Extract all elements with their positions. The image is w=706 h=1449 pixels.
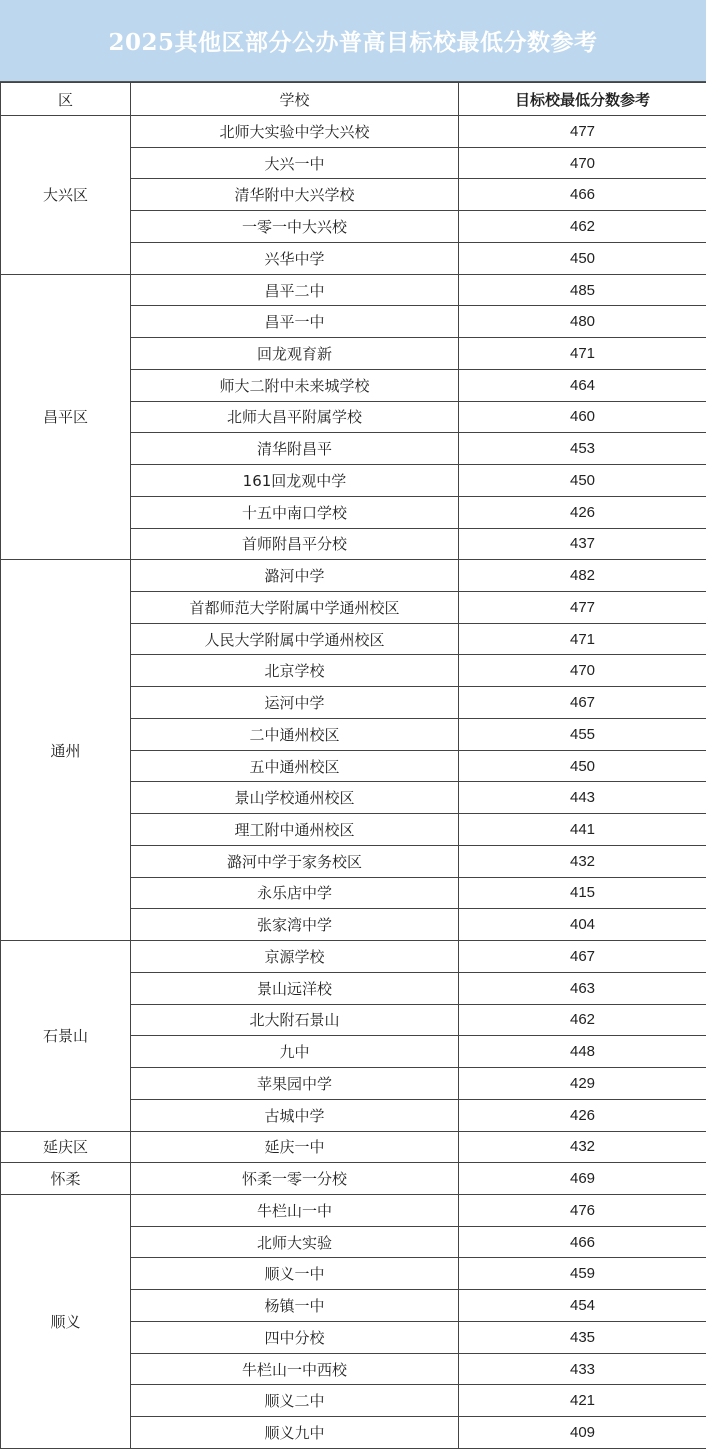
score-cell: 485 xyxy=(459,274,706,306)
district-cell: 通州 xyxy=(1,560,131,941)
school-cell: 牛栏山一中 xyxy=(131,1194,459,1226)
school-cell: 潞河中学于家务校区 xyxy=(131,845,459,877)
school-cell: 首师附昌平分校 xyxy=(131,528,459,560)
score-cell: 466 xyxy=(459,1226,706,1258)
score-cell: 448 xyxy=(459,1036,706,1068)
school-cell: 北京学校 xyxy=(131,655,459,687)
score-cell: 480 xyxy=(459,306,706,338)
score-cell: 462 xyxy=(459,1004,706,1036)
school-column-header: 学校 xyxy=(131,83,459,116)
score-cell: 482 xyxy=(459,560,706,592)
score-cell: 460 xyxy=(459,401,706,433)
school-cell: 161回龙观中学 xyxy=(131,465,459,497)
school-cell: 大兴一中 xyxy=(131,147,459,179)
school-cell: 北大附石景山 xyxy=(131,1004,459,1036)
score-cell: 470 xyxy=(459,655,706,687)
score-cell: 433 xyxy=(459,1353,706,1385)
district-cell: 昌平区 xyxy=(1,274,131,560)
school-cell: 昌平二中 xyxy=(131,274,459,306)
score-cell: 453 xyxy=(459,433,706,465)
score-cell: 426 xyxy=(459,1099,706,1131)
district-cell: 怀柔 xyxy=(1,1163,131,1195)
school-cell: 苹果园中学 xyxy=(131,1068,459,1100)
score-cell: 477 xyxy=(459,116,706,148)
school-cell: 四中分校 xyxy=(131,1321,459,1353)
school-cell: 永乐店中学 xyxy=(131,877,459,909)
table-row xyxy=(1,116,706,148)
score-column-header: 目标校最低分数参考 xyxy=(459,83,706,116)
table-row xyxy=(1,1194,706,1226)
table-row xyxy=(1,274,706,306)
score-cell: 476 xyxy=(459,1194,706,1226)
school-cell: 十五中南口学校 xyxy=(131,496,459,528)
score-cell: 450 xyxy=(459,465,706,497)
district-cell: 石景山 xyxy=(1,941,131,1131)
school-cell: 清华附中大兴学校 xyxy=(131,179,459,211)
score-cell: 454 xyxy=(459,1290,706,1322)
school-cell: 人民大学附属中学通州校区 xyxy=(131,623,459,655)
school-cell: 牛栏山一中西校 xyxy=(131,1353,459,1385)
score-table xyxy=(0,82,706,1449)
score-cell: 462 xyxy=(459,211,706,243)
table-row xyxy=(1,1131,706,1163)
score-cell: 450 xyxy=(459,242,706,274)
score-cell: 450 xyxy=(459,750,706,782)
score-cell: 471 xyxy=(459,623,706,655)
score-cell: 470 xyxy=(459,147,706,179)
school-cell: 古城中学 xyxy=(131,1099,459,1131)
score-cell: 463 xyxy=(459,972,706,1004)
school-cell: 北师大实验中学大兴校 xyxy=(131,116,459,148)
school-cell: 回龙观育新 xyxy=(131,338,459,370)
score-cell: 471 xyxy=(459,338,706,370)
school-cell: 昌平一中 xyxy=(131,306,459,338)
score-cell: 464 xyxy=(459,369,706,401)
score-cell: 432 xyxy=(459,1131,706,1163)
school-cell: 延庆一中 xyxy=(131,1131,459,1163)
school-cell: 二中通州校区 xyxy=(131,718,459,750)
school-cell: 顺义二中 xyxy=(131,1385,459,1417)
district-cell: 延庆区 xyxy=(1,1131,131,1163)
score-cell: 409 xyxy=(459,1417,706,1449)
score-cell: 477 xyxy=(459,592,706,624)
school-cell: 理工附中通州校区 xyxy=(131,814,459,846)
score-cell: 435 xyxy=(459,1321,706,1353)
table-body xyxy=(1,116,706,1449)
score-cell: 459 xyxy=(459,1258,706,1290)
score-cell: 469 xyxy=(459,1163,706,1195)
header-row xyxy=(1,83,706,116)
score-cell: 467 xyxy=(459,687,706,719)
school-cell: 运河中学 xyxy=(131,687,459,719)
school-cell: 五中通州校区 xyxy=(131,750,459,782)
district-cell: 顺义 xyxy=(1,1194,131,1448)
score-cell: 443 xyxy=(459,782,706,814)
score-cell: 421 xyxy=(459,1385,706,1417)
table-row xyxy=(1,941,706,973)
school-cell: 北师大昌平附属学校 xyxy=(131,401,459,433)
score-cell: 467 xyxy=(459,941,706,973)
school-cell: 北师大实验 xyxy=(131,1226,459,1258)
school-cell: 九中 xyxy=(131,1036,459,1068)
score-cell: 437 xyxy=(459,528,706,560)
district-cell: 大兴区 xyxy=(1,116,131,275)
score-cell: 466 xyxy=(459,179,706,211)
school-cell: 兴华中学 xyxy=(131,242,459,274)
table-row xyxy=(1,1163,706,1195)
page-title: 2025其他区部分公办普高目标校最低分数参考 xyxy=(0,0,706,82)
score-cell: 415 xyxy=(459,877,706,909)
district-column-header: 区 xyxy=(1,83,131,116)
table-row xyxy=(1,560,706,592)
school-cell: 顺义九中 xyxy=(131,1417,459,1449)
score-cell: 429 xyxy=(459,1068,706,1100)
school-cell: 首都师范大学附属中学通州校区 xyxy=(131,592,459,624)
score-cell: 404 xyxy=(459,909,706,941)
school-cell: 景山学校通州校区 xyxy=(131,782,459,814)
school-cell: 清华附昌平 xyxy=(131,433,459,465)
score-cell: 426 xyxy=(459,496,706,528)
school-cell: 杨镇一中 xyxy=(131,1290,459,1322)
school-cell: 一零一中大兴校 xyxy=(131,211,459,243)
school-cell: 师大二附中未来城学校 xyxy=(131,369,459,401)
score-cell: 441 xyxy=(459,814,706,846)
school-cell: 顺义一中 xyxy=(131,1258,459,1290)
school-cell: 京源学校 xyxy=(131,941,459,973)
score-cell: 432 xyxy=(459,845,706,877)
school-cell: 张家湾中学 xyxy=(131,909,459,941)
school-cell: 景山远洋校 xyxy=(131,972,459,1004)
school-cell: 怀柔一零一分校 xyxy=(131,1163,459,1195)
school-cell: 潞河中学 xyxy=(131,560,459,592)
score-cell: 455 xyxy=(459,718,706,750)
